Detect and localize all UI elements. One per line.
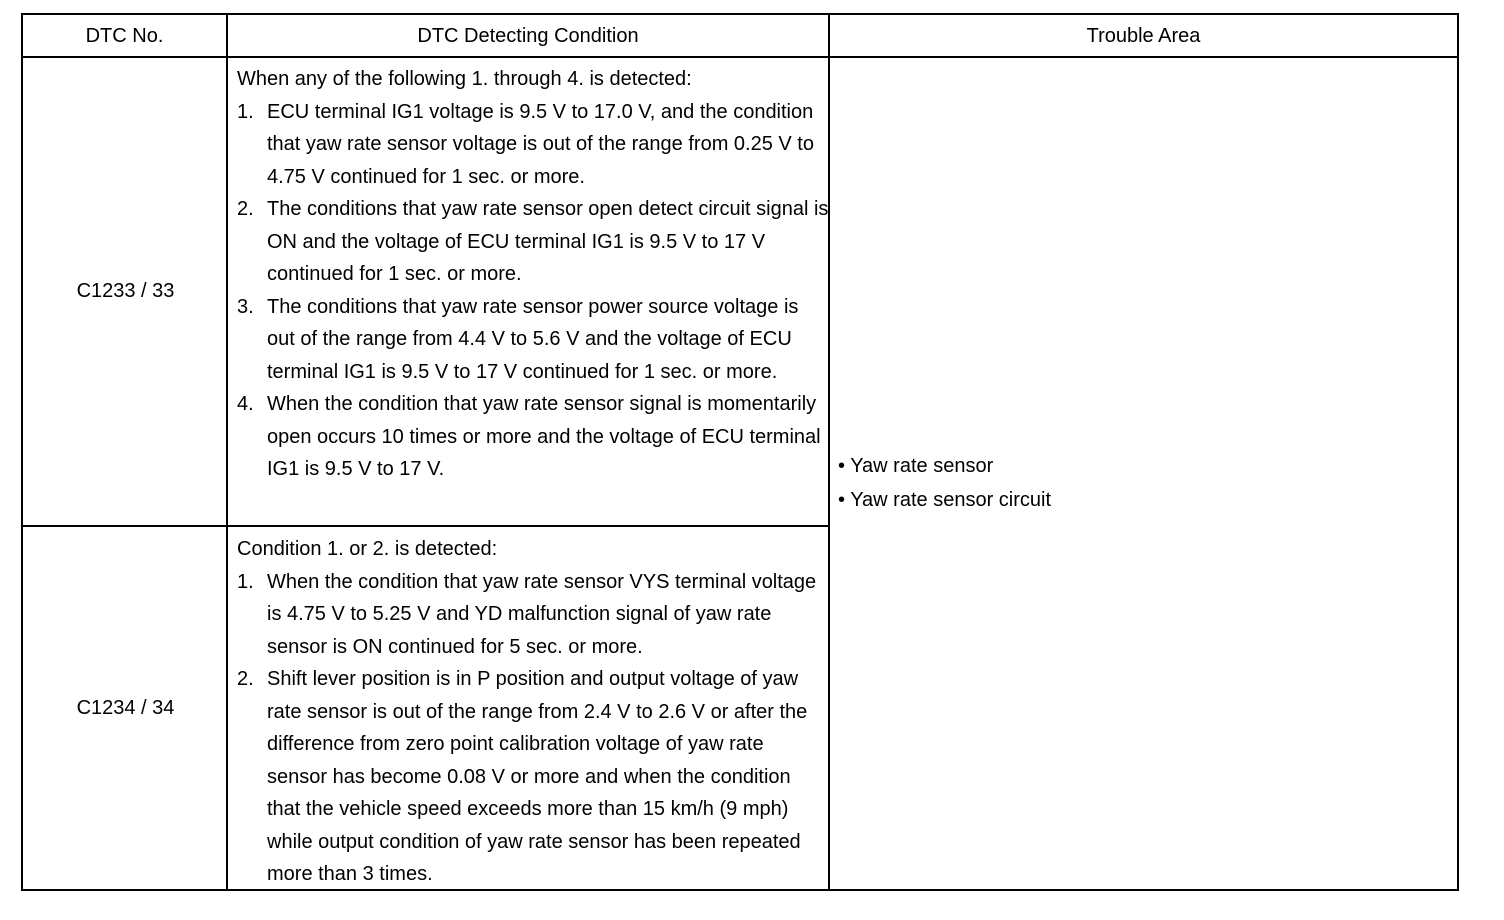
condition-intro: When any of the following 1. through 4. is detected: [237,68,692,90]
trouble-area-list [838,449,1051,517]
condition-item: 3. The conditions that yaw rate sensor power source voltage is out of the range from 4.4 V to 5.6 V and the voltage of ECU terminal IG1 is 9.5 V to 17 V continued for 1 sec. or more. [237,295,799,383]
trouble-area-item: • Yaw rate sensor [838,455,994,477]
condition-item: 4. When the condition that yaw rate sensor signal is momentarily open occurs 10 times or more and the voltage of ECU terminal IG1 is 9.5 V to 17 V. [237,393,821,480]
condition-item: 2. The conditions that yaw rate sensor open detect circuit signal is ON and the voltage of ECU terminal IG1 is 9.5 V to 17 V continued for 1 sec. or more. [237,198,829,285]
detecting-condition [237,533,829,891]
condition-intro: Condition 1. or 2. is detected: [237,538,498,560]
detecting-condition [237,63,829,486]
condition-list [237,96,829,486]
dtc-table [21,13,1459,891]
dtc-code: C1233 / 33 [76,280,175,302]
header-dtc-no: DTC No. [85,25,164,47]
header-trouble-area: Trouble Area [1086,25,1201,47]
header-detecting-condition: DTC Detecting Condition [417,25,639,47]
condition-item: 1. When the condition that yaw rate sensor VYS terminal voltage is 4.75 V to 5.25 V and YD malfunction signal of yaw rate sensor is ON continued for 5 sec. or more. [237,570,817,658]
condition-item: 1. ECU terminal IG1 voltage is 9.5 V to 17.0 V, and the condition that yaw rate sensor voltage is out of the range from 0.25 V to 4.75 V continued for 1 sec. or more. [237,100,814,188]
dtc-code: C1234 / 34 [76,696,175,719]
condition-list [237,566,829,891]
condition-item: 2. Shift lever position is in P position and output voltage of yaw rate sensor is out of the range from 2.4 V to 2.6 V or after the difference from zero point calibration voltage of yaw rate sensor has become 0.08 V or more and when the condition that the vehicle speed exceeds more than 15 km/h (9 mph) while output condition of yaw rate sensor has been repeated more than 3 times. [237,668,808,885]
trouble-area-item: • Yaw rate sensor circuit [838,489,1052,511]
